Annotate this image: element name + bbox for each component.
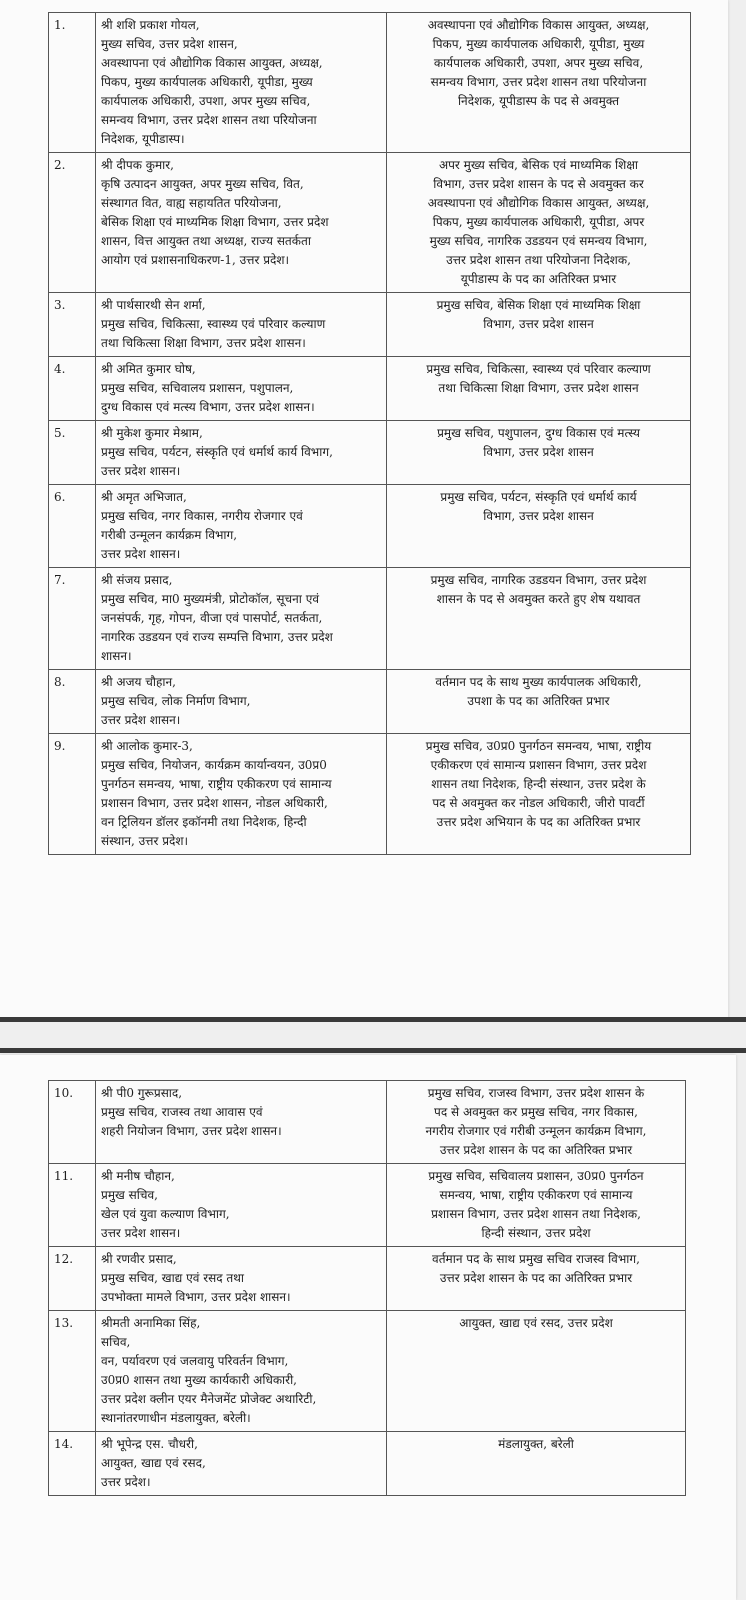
- text-line: अवस्थापना एवं औद्योगिक विकास आयुक्त, अध्यक्ष,: [427, 18, 650, 32]
- new-assignment: [387, 1311, 686, 1432]
- text-line: समन्वय विभाग, उत्तर प्रदेश शासन तथा परियोजना: [101, 113, 317, 127]
- text-line: प्रमुख सचिव, सचिवालय प्रशासन, पशुपालन,: [101, 381, 294, 395]
- officer-current-post: [96, 670, 387, 734]
- text-line: प्रमुख सचिव, नियोजन, कार्यक्रम कार्यान्वयन, उ0प्र0: [101, 758, 327, 772]
- new-assignment: [387, 734, 691, 855]
- new-assignment: [387, 293, 691, 357]
- serial-number: 10.: [49, 1081, 96, 1164]
- text-line: श्री मुकेश कुमार मेश्राम,: [101, 426, 203, 440]
- table-row: [49, 421, 691, 485]
- text-line: प्रमुख सचिव, नागरिक उडडयन विभाग, उत्तर प्रदेश: [430, 573, 647, 587]
- text-line: कार्यपालक अधिकारी, उपशा, अपर मुख्य सचिव,: [433, 56, 644, 70]
- text-line: प्रमुख सचिव, खाद्य एवं रसद तथा: [101, 1271, 245, 1285]
- text-line: समन्वय, भाषा, राष्ट्रीय एकीकरण एवं सामान्य: [439, 1188, 633, 1202]
- table-row: [49, 1081, 686, 1164]
- text-line: कार्यपालक अधिकारी, उपशा, अपर मुख्य सचिव,: [101, 94, 311, 108]
- text-line: आयुक्त, खाद्य एवं रसद, उत्तर प्रदेश: [459, 1316, 613, 1330]
- text-line: कृषि उत्पादन आयुक्त, अपर मुख्य सचिव, वित,: [101, 177, 304, 191]
- serial-number: 2.: [49, 153, 96, 293]
- text-line: श्री संजय प्रसाद,: [101, 573, 173, 587]
- officer-current-post: [96, 153, 387, 293]
- table-row: [49, 1311, 686, 1432]
- text-line: वन ट्रिलियन डॉलर इकॉनमी तथा निदेशक, हिन्दी: [101, 815, 307, 829]
- text-line: प्रमुख सचिव, चिकित्सा, स्वास्थ्य एवं परिवार कल्याण: [426, 362, 651, 376]
- text-line: पद से अवमुक्त कर प्रमुख सचिव, नगर विकास,: [434, 1105, 638, 1119]
- new-assignment: [387, 1247, 686, 1311]
- text-line: जनसंपर्क, गृह, गोपन, वीजा एवं पासपोर्ट, सतर्कता,: [101, 611, 323, 625]
- officer-current-post: [96, 1311, 387, 1432]
- text-line: सचिव,: [101, 1335, 131, 1349]
- text-line: उपशा के पद का अतिरिक्त प्रभार: [467, 694, 610, 708]
- text-line: उत्तर प्रदेश शासन।: [101, 547, 181, 561]
- table-row: [49, 1432, 686, 1496]
- text-line: प्रमुख सचिव,: [101, 1188, 158, 1202]
- text-line: उत्तर प्रदेश शासन।: [101, 713, 181, 727]
- text-line: उत्तर प्रदेश शासन के पद का अतिरिक्त प्रभार: [439, 1271, 633, 1285]
- text-line: अवस्थापना एवं औद्योगिक विकास आयुक्त, अध्यक्ष,: [427, 196, 650, 210]
- text-line: वर्तमान पद के साथ प्रमुख सचिव राजस्व विभाग,: [432, 1252, 640, 1266]
- text-line: उपभोक्ता मामले विभाग, उत्तर प्रदेश शासन।: [101, 1290, 291, 1304]
- text-line: मुख्य सचिव, उत्तर प्रदेश शासन,: [101, 37, 238, 51]
- text-line: हिन्दी संस्थान, उत्तर प्रदेश: [481, 1226, 591, 1240]
- text-line: श्री पी0 गुरूप्रसाद,: [101, 1086, 183, 1100]
- table-row: [49, 670, 691, 734]
- page-edge: [0, 1017, 746, 1022]
- text-line: प्रशासन विभाग, उत्तर प्रदेश शासन तथा निदेशक,: [431, 1207, 641, 1221]
- officer-current-post: [96, 1247, 387, 1311]
- officer-current-post: [96, 568, 387, 670]
- new-assignment: [387, 421, 691, 485]
- text-line: शासन।: [101, 649, 132, 663]
- text-line: विभाग, उत्तर प्रदेश शासन: [483, 445, 594, 459]
- text-line: तथा चिकित्सा शिक्षा विभाग, उत्तर प्रदेश शासन।: [101, 336, 306, 350]
- officer-current-post: [96, 1164, 387, 1247]
- table-row: [49, 734, 691, 855]
- page-edge: [0, 1048, 746, 1053]
- table-row: [49, 13, 691, 153]
- text-line: उत्तर प्रदेश शासन तथा परियोजना निदेशक,: [446, 253, 631, 267]
- serial-number: 5.: [49, 421, 96, 485]
- text-line: श्री दीपक कुमार,: [101, 158, 174, 172]
- officer-current-post: [96, 293, 387, 357]
- new-assignment: [387, 568, 691, 670]
- text-line: श्री अमृत अभिजात,: [101, 490, 187, 504]
- new-assignment: [387, 1081, 686, 1164]
- new-assignment: [387, 13, 691, 153]
- serial-number: 12.: [49, 1247, 96, 1311]
- text-line: पिकप, मुख्य कार्यपालक अधिकारी, यूपीडा, मुख्य: [101, 75, 313, 89]
- new-assignment: [387, 485, 691, 568]
- serial-number: 3.: [49, 293, 96, 357]
- new-assignment: [387, 1432, 686, 1496]
- table-row: [49, 568, 691, 670]
- officer-current-post: [96, 1081, 387, 1164]
- text-line: प्रमुख सचिव, लोक निर्माण विभाग,: [101, 694, 251, 708]
- transfer-table: [48, 12, 691, 855]
- text-line: शहरी नियोजन विभाग, उत्तर प्रदेश शासन।: [101, 1124, 282, 1138]
- text-line: उत्तर प्रदेश।: [101, 1475, 151, 1489]
- new-assignment: [387, 670, 691, 734]
- text-line: प्रमुख सचिव, सचिवालय प्रशासन, उ0प्र0 पुनर्गठन: [428, 1169, 644, 1183]
- table-row: [49, 293, 691, 357]
- table-row: [49, 1247, 686, 1311]
- serial-number: 1.: [49, 13, 96, 153]
- text-line: प्रमुख सचिव, चिकित्सा, स्वास्थ्य एवं परिवार कल्याण: [101, 317, 326, 331]
- text-line: प्रशासन विभाग, उत्तर प्रदेश शासन, नोडल अधिकारी,: [101, 796, 328, 810]
- text-line: मंडलायुक्त, बरेली: [498, 1437, 574, 1451]
- serial-number: 8.: [49, 670, 96, 734]
- new-assignment: [387, 1164, 686, 1247]
- text-line: संस्थान, उत्तर प्रदेश।: [101, 834, 189, 848]
- text-line: पिकप, मुख्य कार्यपालक अधिकारी, यूपीडा, मुख्य: [432, 37, 645, 51]
- serial-number: 9.: [49, 734, 96, 855]
- text-line: प्रमुख सचिव, राजस्व तथा आवास एवं: [101, 1105, 263, 1119]
- text-line: खेल एवं युवा कल्याण विभाग,: [101, 1207, 230, 1221]
- text-line: एकीकरण एवं सामान्य प्रशासन विभाग, उत्तर प्रदेश: [430, 758, 647, 772]
- text-line: आयोग एवं प्रशासनाधिकरण-1, उत्तर प्रदेश।: [101, 253, 290, 267]
- table-row: [49, 357, 691, 421]
- text-line: उत्तर प्रदेश अभियान के पद का अतिरिक्त प्रभार: [436, 815, 641, 829]
- text-line: विभाग, उत्तर प्रदेश शासन: [483, 509, 594, 523]
- text-line: मुख्य सचिव, नागरिक उडडयन एवं समन्वय विभाग,: [429, 234, 648, 248]
- officer-current-post: [96, 357, 387, 421]
- text-line: आयुक्त, खाद्य एवं रसद,: [101, 1456, 206, 1470]
- text-line: श्री रणवीर प्रसाद,: [101, 1252, 177, 1266]
- text-line: पद से अवमुक्त कर नोडल अधिकारी, जीरो पावर्टी: [432, 796, 645, 810]
- text-line: नागरिक उडडयन एवं राज्य सम्पत्ति विभाग, उत्तर प्रदेश: [101, 630, 333, 644]
- text-line: श्री अजय चौहान,: [101, 675, 176, 689]
- officer-current-post: [96, 485, 387, 568]
- text-line: समन्वय विभाग, उत्तर प्रदेश शासन तथा परियोजना: [430, 75, 647, 89]
- text-line: यूपीडास्प के पद का अतिरिक्त प्रभार: [460, 272, 617, 286]
- new-assignment: [387, 153, 691, 293]
- transfer-table-body: [49, 13, 691, 855]
- text-line: वन, पर्यावरण एवं जलवायु परिवर्तन विभाग,: [101, 1354, 289, 1368]
- text-line: निदेशक, यूपीडास्प के पद से अवमुक्त: [457, 94, 620, 108]
- officer-current-post: [96, 421, 387, 485]
- text-line: उत्तर प्रदेश क्लीन एयर मैनेजमेंट प्रोजेक्ट अथारिटी,: [101, 1392, 317, 1406]
- text-line: विभाग, उत्तर प्रदेश शासन के पद से अवमुक्त कर: [433, 177, 644, 191]
- text-line: निदेशक, यूपीडास्प।: [101, 132, 185, 146]
- table-row: [49, 153, 691, 293]
- text-line: श्री अमित कुमार घोष,: [101, 362, 196, 376]
- new-assignment: [387, 357, 691, 421]
- text-line: अवस्थापना एवं औद्योगिक विकास आयुक्त, अध्यक्ष,: [101, 56, 323, 70]
- officer-current-post: [96, 734, 387, 855]
- text-line: श्री आलोक कुमार-3,: [101, 739, 193, 753]
- text-line: प्रमुख सचिव, उ0प्र0 पुनर्गठन समन्वय, भाषा, राष्ट्रीय: [425, 739, 652, 753]
- text-line: तथा चिकित्सा शिक्षा विभाग, उत्तर प्रदेश शासन: [438, 381, 639, 395]
- table-row: [49, 1164, 686, 1247]
- document-page-2: [0, 1055, 736, 1600]
- officer-current-post: [96, 13, 387, 153]
- text-line: उत्तर प्रदेश शासन।: [101, 464, 181, 478]
- text-line: श्री शशि प्रकाश गोयल,: [101, 18, 200, 32]
- text-line: विभाग, उत्तर प्रदेश शासन: [483, 317, 594, 331]
- text-line: श्री मनीष चौहान,: [101, 1169, 175, 1183]
- text-line: उत्तर प्रदेश शासन के पद का अतिरिक्त प्रभार: [439, 1143, 633, 1157]
- text-line: श्री भूपेन्द्र एस. चौधरी,: [101, 1437, 198, 1451]
- text-line: स्थानांतरणाधीन मंडलायुक्त, बरेली।: [101, 1411, 251, 1425]
- serial-number: 14.: [49, 1432, 96, 1496]
- serial-number: 13.: [49, 1311, 96, 1432]
- serial-number: 4.: [49, 357, 96, 421]
- text-line: श्रीमती अनामिका सिंह,: [101, 1316, 201, 1330]
- serial-number: 6.: [49, 485, 96, 568]
- transfer-table: [48, 1080, 686, 1496]
- text-line: पिकप, मुख्य कार्यपालक अधिकारी, यूपीडा, अपर: [432, 215, 645, 229]
- text-line: प्रमुख सचिव, मा0 मुख्यमंत्री, प्रोटोकॉल, सूचना एवं: [101, 592, 320, 606]
- text-line: प्रमुख सचिव, पर्यटन, संस्कृति एवं धर्मार्थ कार्य विभाग,: [101, 445, 333, 459]
- text-line: प्रमुख सचिव, राजस्व विभाग, उत्तर प्रदेश शासन के: [427, 1086, 645, 1100]
- serial-number: 7.: [49, 568, 96, 670]
- text-line: शासन के पद से अवमुक्त करते हुए शेष यथावत: [436, 592, 641, 606]
- text-line: प्रमुख सचिव, पर्यटन, संस्कृति एवं धर्मार्थ कार्य: [440, 490, 637, 504]
- text-line: वर्तमान पद के साथ मुख्य कार्यपालक अधिकारी,: [435, 675, 642, 689]
- text-line: प्रमुख सचिव, नगर विकास, नगरीय रोजगार एवं: [101, 509, 303, 523]
- text-line: प्रमुख सचिव, बेसिक शिक्षा एवं माध्यमिक शिक्षा: [436, 298, 641, 312]
- text-line: उ0प्र0 शासन तथा मुख्य कार्यकारी अधिकारी,: [101, 1373, 297, 1387]
- transfer-table-body: [49, 1081, 686, 1496]
- text-line: बेसिक शिक्षा एवं माध्यमिक शिक्षा विभाग, उत्तर प्रदेश: [101, 215, 329, 229]
- table-row: [49, 485, 691, 568]
- serial-number: 11.: [49, 1164, 96, 1247]
- text-line: शासन, वित्त आयुक्त तथा अध्यक्ष, राज्य सतर्कता: [101, 234, 311, 248]
- text-line: पुनर्गठन समन्वय, भाषा, राष्ट्रीय एकीकरण एवं सामान्य: [101, 777, 332, 791]
- text-line: श्री पार्थसारथी सेन शर्मा,: [101, 298, 206, 312]
- text-line: नगरीय रोजगार एवं गरीबी उन्मूलन कार्यक्रम विभाग,: [425, 1124, 647, 1138]
- text-line: संस्थागत वित, वाह्य सहायतित परियोजना,: [101, 196, 282, 210]
- text-line: अपर मुख्य सचिव, बेसिक एवं माध्यमिक शिक्षा: [438, 158, 639, 172]
- text-line: शासन तथा निदेशक, हिन्दी संस्थान, उत्तर प्रदेश के: [431, 777, 646, 791]
- text-line: दुग्ध विकास एवं मत्स्य विभाग, उत्तर प्रदेश शासन।: [101, 400, 315, 414]
- officer-current-post: [96, 1432, 387, 1496]
- text-line: प्रमुख सचिव, पशुपालन, दुग्ध विकास एवं मत्स्य: [437, 426, 640, 440]
- text-line: गरीबी उन्मूलन कार्यक्रम विभाग,: [101, 528, 238, 542]
- text-line: उत्तर प्रदेश शासन।: [101, 1226, 181, 1240]
